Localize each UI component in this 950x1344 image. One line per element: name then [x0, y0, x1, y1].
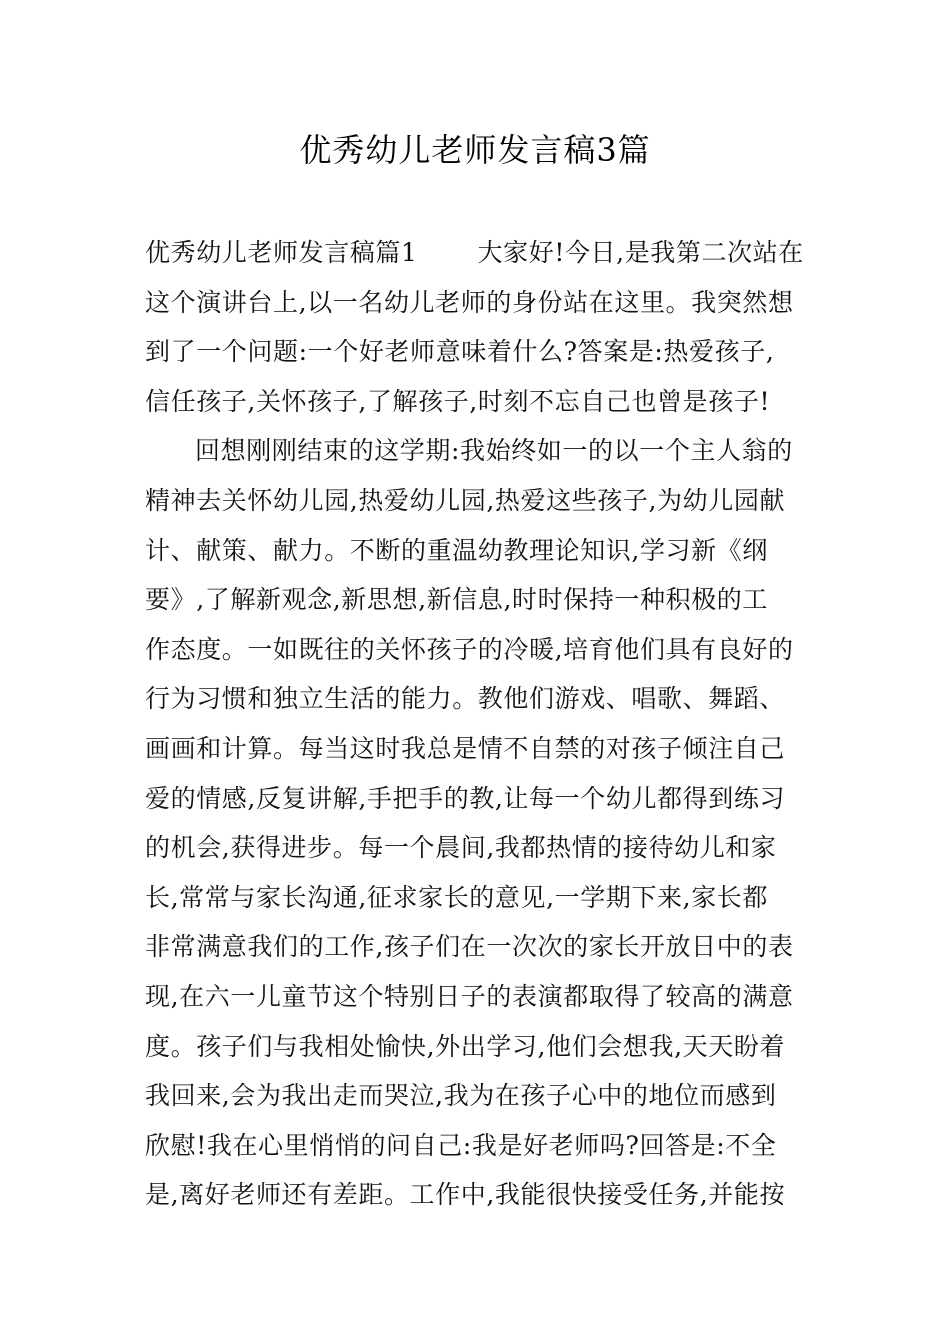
paragraph-line: 计、献策、献力。不断的重温幼教理论知识,学习新《纲	[145, 535, 768, 565]
paragraph-line: 到了一个问题:一个好老师意味着什么?答案是:热爱孩子,	[145, 337, 775, 367]
paragraph-line: 度。孩子们与我相处愉快,外出学习,他们会想我,天天盼着	[145, 1031, 786, 1061]
paragraph-line: 要》,了解新观念,新思想,新信息,时时保持一种积极的工	[145, 585, 768, 615]
paragraph-line: 信任孩子,关怀孩子,了解孩子,时刻不忘自己也曾是孩子!	[145, 386, 771, 416]
paragraph-line: 长,常常与家长沟通,征求家长的意见,一学期下来,家长都	[145, 882, 768, 912]
paragraph-line: 现,在六一儿童节这个特别日子的表演都取得了较高的满意	[145, 981, 794, 1011]
paragraph-line: 是,离好老师还有差距。工作中,我能很快接受任务,并能按	[145, 1180, 786, 1210]
paragraph-line: 精神去关怀幼儿园,热爱幼儿园,热爱这些孩子,为幼儿园献	[145, 485, 786, 515]
document-body	[145, 228, 807, 1220]
paragraph-line: 爱的情感,反复讲解,手把手的教,让每一个幼儿都得到练习	[145, 783, 786, 813]
paragraph-line: 回想刚刚结束的这学期:我始终如一的以一个主人翁的	[195, 436, 793, 466]
section-heading: 优秀幼儿老师发言稿篇1	[145, 238, 418, 267]
paragraph-line: 大家好!今日,是我第二次站在	[477, 238, 804, 267]
paragraph-line: 这个演讲台上,以一名幼儿老师的身份站在这里。我突然想	[145, 287, 794, 317]
paragraph-line: 作态度。一如既往的关怀孩子的冷暖,培育他们具有良好的	[145, 634, 794, 664]
paragraph-line: 欣慰!我在心里悄悄的问自己:我是好老师吗?回答是:不全	[145, 1130, 777, 1160]
paragraph-line: 非常满意我们的工作,孩子们在一次次的家长开放日中的表	[145, 932, 794, 962]
paragraph-line: 的机会,获得进步。每一个晨间,我都热情的接待幼儿和家	[145, 833, 777, 863]
paragraph-line: 画画和计算。每当这时我总是情不自禁的对孩子倾注自己	[145, 733, 786, 763]
document-title: 优秀幼儿老师发言稿3篇	[299, 131, 651, 169]
paragraph-line: 我回来,会为我出走而哭泣,我为在孩子心中的地位而感到	[145, 1081, 777, 1111]
text-line	[145, 228, 807, 278]
paragraph-line: 行为习惯和独立生活的能力。教他们游戏、唱歌、舞蹈、	[145, 684, 786, 714]
